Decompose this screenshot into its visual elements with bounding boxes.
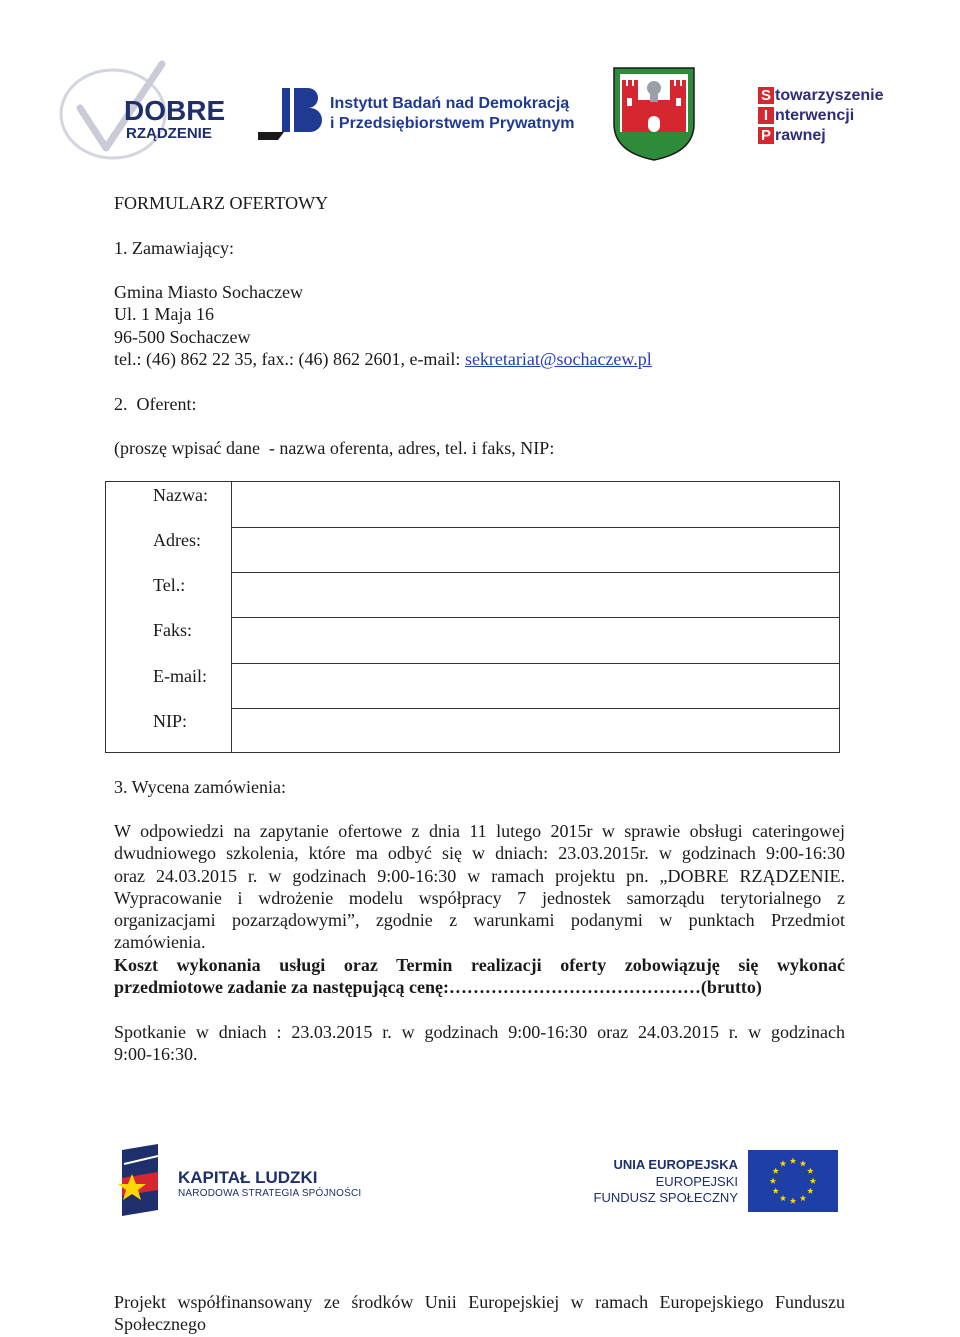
cost-statement-line: przedmiotowe zadanie za następującą cenę:……………………………………(brutto) (114, 977, 762, 998)
footer-note-line: Projekt współfinansowany ze środków Unii Europejskiej w ramach Europejskiego Funduszu (114, 1292, 845, 1312)
paragraph-line: Wypracowanie i wdrożenie modelu współpracy 7 jednostek samorządu terytorialnego z (114, 887, 845, 908)
address-contact (114, 348, 652, 370)
eu-line3: FUNDUSZ SPOŁECZNY (593, 1190, 738, 1205)
logo-dobre-line2: RZĄDZENIE (126, 125, 212, 142)
sip-line3: P rawnej (758, 126, 908, 146)
paragraph-line: W odpowiedzi na zapytanie ofertowe z dnia 11 lutego 2015r w sprawie obsługi cateringowej (114, 821, 845, 841)
section3-heading: 3. Wycena zamówienia: (114, 777, 287, 797)
logo-sochaczew-coat-of-arms (612, 66, 696, 162)
ibd-emblem-icon (258, 84, 324, 140)
paragraph-line: organizacjami pozarządowymi”, zgodnie z warunkami podanymi w punktach Przedmiot (114, 910, 845, 931)
ibd-line2: i Przedsiębiorstwem Prywatnym (330, 115, 575, 132)
table-label-tel: Tel.: (153, 575, 186, 595)
nip-field[interactable] (232, 709, 839, 753)
section2-instruction: (proszę wpisać dane - nazwa oferenta, adres, tel. i faks, NIP: (114, 438, 555, 458)
eu-line1: UNIA EUROPEJSKA (613, 1157, 738, 1172)
paragraph-line: dwudniowego szkolenia, które ma odbyć się w dniach: 23.03.2015r. w godzinach 9:00-16:30 (114, 843, 845, 864)
address-line1: Gmina Miasto Sochaczew (114, 282, 303, 302)
section2-heading: 2. Oferent: (114, 394, 197, 414)
footer-note (114, 1291, 845, 1336)
table-label-faks: Faks: (153, 620, 193, 640)
kapital-ludzki-flag-icon (118, 1144, 162, 1216)
offer-paragraph (114, 820, 845, 998)
eu-flag-icon (748, 1150, 838, 1212)
kapital-ludzki-title: KAPITAŁ LUDZKI (178, 1168, 318, 1187)
email-field[interactable] (232, 664, 839, 708)
meeting-line: 9:00-16:30. (114, 1044, 198, 1065)
sip-line2: I nterwencji (758, 106, 908, 126)
logo-dobre-rzadzenie (58, 56, 226, 164)
table-label-email: E-mail: (153, 666, 207, 686)
nazwa-field[interactable] (232, 482, 839, 527)
footer-note-line: Społecznego (114, 1314, 206, 1335)
adres-field[interactable] (232, 528, 839, 572)
ibd-line1: Instytut Badań nad Demokracją (330, 95, 570, 112)
meeting-paragraph (114, 1021, 845, 1066)
form-title: FORMULARZ OFERTOWY (114, 193, 329, 213)
logo-dobre-line1: DOBRE (124, 95, 226, 126)
table-label-adres: Adres: (153, 530, 201, 550)
offer-table (105, 481, 840, 753)
table-label-nazwa: Nazwa: (153, 485, 208, 505)
meeting-line: Spotkanie w dniach : 23.03.2015 r. w godzinach 9:00-16:30 oraz 24.03.2015 r. w godzinach (114, 1022, 845, 1042)
coat-of-arms-icon (612, 66, 696, 162)
section1-heading: 1. Zamawiający: (114, 238, 234, 258)
eu-line2: EUROPEJSKI (655, 1174, 738, 1189)
cost-statement-line: Koszt wykonania usługi oraz Termin realizacji oferty zobowiązuję się wykonać (114, 954, 845, 975)
address-line3: 96-500 Sochaczew (114, 327, 251, 347)
logo-ibd (258, 84, 575, 144)
faks-field[interactable] (232, 618, 839, 663)
table-label-nip: NIP: (153, 711, 188, 731)
email-link[interactable]: sekretariat@sochaczew.pl (464, 349, 652, 369)
sip-line1: S towarzyszenie (758, 86, 908, 106)
logo-eu-efs (593, 1150, 840, 1212)
logo-stowarzyszenie-interwencji-prawnej (758, 86, 908, 146)
logo-kapital-ludzki (118, 1144, 362, 1216)
paragraph-line: zamówienia. (114, 932, 206, 953)
address-line2: Ul. 1 Maja 16 (114, 304, 214, 324)
kapital-ludzki-subtitle: NARODOWA STRATEGIA SPÓJNOŚCI (178, 1188, 362, 1199)
tel-field[interactable] (232, 573, 839, 617)
contact-text: tel.: (46) 862 22 35, fax.: (46) 862 2601, e-mail: (114, 349, 465, 369)
paragraph-line: oraz 24.03.2015 r. w godzinach 9:00-16:30 w ramach projektu pn. „DOBRE RZĄDZENIE. (114, 865, 845, 886)
